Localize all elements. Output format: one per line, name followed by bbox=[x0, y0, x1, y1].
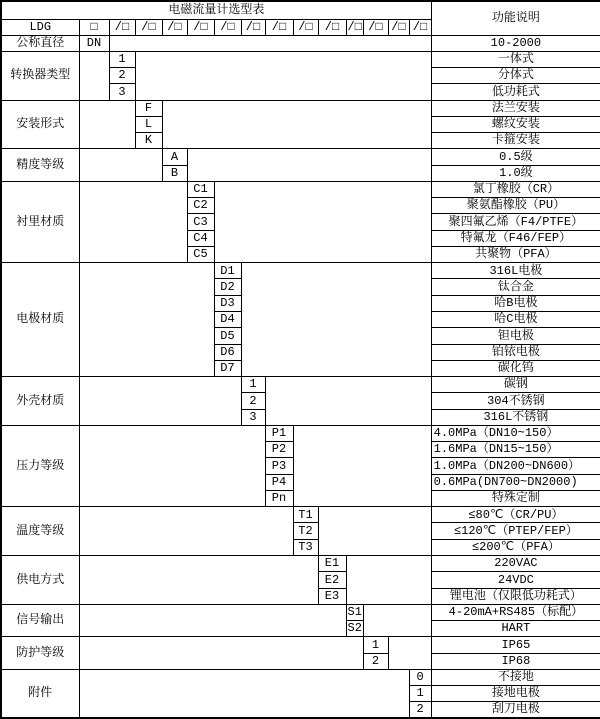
code-cell: B bbox=[162, 165, 187, 181]
desc-cell: 铂铱电极 bbox=[431, 344, 600, 360]
section-label: 附件 bbox=[1, 669, 79, 718]
section-label: 外壳材质 bbox=[1, 377, 79, 426]
desc-cell: 低功耗式 bbox=[431, 84, 600, 100]
desc-cell: 304不锈钢 bbox=[431, 393, 600, 409]
desc-cell: 卡箍安装 bbox=[431, 133, 600, 149]
desc-cell: 0.6MPa(DN700~DN2000) bbox=[431, 474, 600, 490]
code-cell: C2 bbox=[187, 198, 214, 214]
empty-cell bbox=[318, 507, 431, 556]
code-cell: C3 bbox=[187, 214, 214, 230]
empty-cell bbox=[388, 637, 431, 670]
desc-cell: 1.0MPa（DN200~DN600） bbox=[431, 458, 600, 474]
empty-cell bbox=[79, 263, 214, 377]
desc-cell: HART bbox=[431, 621, 600, 637]
desc-cell: 220VAC bbox=[431, 556, 600, 572]
model-prefix: LDG bbox=[1, 19, 79, 35]
empty-cell bbox=[363, 604, 431, 637]
desc-cell: 1.0级 bbox=[431, 165, 600, 181]
code-cell: D2 bbox=[214, 279, 241, 295]
code-cell: S2 bbox=[347, 621, 362, 636]
model-box-slot: /□ bbox=[135, 19, 162, 35]
section-label: 电极材质 bbox=[1, 263, 79, 377]
empty-cell bbox=[293, 425, 431, 506]
code-cell: 1 bbox=[241, 377, 265, 393]
empty-cell bbox=[79, 149, 162, 182]
code-cell: E1 bbox=[318, 556, 346, 572]
code-cell: P4 bbox=[265, 474, 293, 490]
code-cell: 1 bbox=[409, 686, 431, 702]
desc-cell: 刮刀电极 bbox=[431, 702, 600, 718]
model-box-first: □ bbox=[79, 19, 109, 35]
section-label: 防护等级 bbox=[1, 637, 79, 670]
empty-cell bbox=[79, 181, 187, 262]
empty-cell bbox=[79, 556, 318, 605]
model-box-slot: /□ bbox=[214, 19, 241, 35]
code-cell: Pn bbox=[265, 490, 293, 506]
code-cell: C4 bbox=[187, 230, 214, 246]
code-cell: D1 bbox=[214, 263, 241, 279]
empty-cell bbox=[214, 181, 431, 262]
model-box-slot: /□ bbox=[409, 19, 431, 35]
code-cell: P3 bbox=[265, 458, 293, 474]
desc-cell: 碳钢 bbox=[431, 377, 600, 393]
desc-cell: 10-2000 bbox=[431, 35, 600, 51]
desc-cell: 氯丁橡胶（CR） bbox=[431, 181, 600, 197]
code-cell: A bbox=[162, 149, 187, 165]
desc-cell: 钛合金 bbox=[431, 279, 600, 295]
code-cell: 2 bbox=[363, 653, 388, 669]
code-cell: S1 bbox=[347, 605, 362, 620]
code-cell: C1 bbox=[187, 181, 214, 197]
empty-cell bbox=[265, 377, 431, 426]
desc-cell: ≤200℃（PFA） bbox=[431, 539, 600, 555]
code-cell: E2 bbox=[318, 572, 346, 588]
model-box-slot: /□ bbox=[293, 19, 318, 35]
empty-cell bbox=[79, 100, 135, 149]
code-cell: D3 bbox=[214, 295, 241, 311]
desc-cell: 碳化钨 bbox=[431, 360, 600, 376]
code-cell: L bbox=[135, 116, 162, 132]
function-column-header: 功能说明 bbox=[431, 1, 600, 35]
model-box-slot: /□ bbox=[347, 19, 362, 34]
section-label: 供电方式 bbox=[1, 556, 79, 605]
empty-cell bbox=[79, 637, 363, 670]
desc-cell: 法兰安装 bbox=[431, 100, 600, 116]
empty-cell bbox=[162, 100, 431, 149]
code-cell: P1 bbox=[265, 425, 293, 441]
empty-cell bbox=[79, 669, 409, 718]
code-cell: F bbox=[135, 100, 162, 116]
desc-cell: 分体式 bbox=[431, 68, 600, 84]
desc-cell: 哈C电极 bbox=[431, 312, 600, 328]
code-cell: 2 bbox=[241, 393, 265, 409]
code-cell: DN bbox=[79, 35, 109, 51]
code-cell: T3 bbox=[293, 539, 318, 555]
desc-cell: 聚氨酯橡胶（PU） bbox=[431, 198, 600, 214]
code-cell: D7 bbox=[214, 360, 241, 376]
empty-cell bbox=[79, 507, 293, 556]
desc-cell: 4.0MPa（DN10~150） bbox=[431, 425, 600, 441]
empty-cell bbox=[79, 604, 346, 637]
model-box-slot: /□ bbox=[109, 19, 135, 35]
desc-cell: 不接地 bbox=[431, 669, 600, 685]
model-box-slot: /□ bbox=[318, 19, 346, 35]
empty-cell bbox=[79, 377, 241, 426]
code-cell: D4 bbox=[214, 312, 241, 328]
empty-cell bbox=[346, 556, 431, 605]
desc-cell: 共聚物（PFA） bbox=[431, 246, 600, 262]
section-label: 公称直径 bbox=[1, 35, 79, 51]
section-label: 压力等级 bbox=[1, 425, 79, 506]
desc-cell: 锂电池（仅限低功耗式） bbox=[431, 588, 600, 604]
desc-cell: ≤120℃（PTEP/FEP） bbox=[431, 523, 600, 539]
desc-cell: 哈B电极 bbox=[431, 295, 600, 311]
desc-cell: 特氟龙（F46/FEP） bbox=[431, 230, 600, 246]
desc-cell: 钽电极 bbox=[431, 328, 600, 344]
code-cell: D6 bbox=[214, 344, 241, 360]
code-cell: K bbox=[135, 133, 162, 149]
code-cell: 3 bbox=[241, 409, 265, 425]
model-box-slot: /□ bbox=[241, 19, 265, 35]
desc-cell: 1.6MPa（DN15~150） bbox=[431, 442, 600, 458]
empty-cell bbox=[109, 35, 431, 51]
model-box-slot: /□ bbox=[265, 19, 293, 35]
section-label: 信号输出 bbox=[1, 604, 79, 637]
model-box-slot: /□ bbox=[187, 19, 214, 35]
desc-cell: ≤80℃（CR/PU） bbox=[431, 507, 600, 523]
code-cell: 0 bbox=[409, 669, 431, 685]
desc-cell: 316L不锈钢 bbox=[431, 409, 600, 425]
section-label: 衬里材质 bbox=[1, 181, 79, 262]
desc-cell: 特殊定制 bbox=[431, 490, 600, 506]
code-cell: D5 bbox=[214, 328, 241, 344]
desc-cell: IP65 bbox=[431, 637, 600, 653]
section-label: 安装形式 bbox=[1, 100, 79, 149]
desc-cell: 一体式 bbox=[431, 51, 600, 67]
empty-cell bbox=[187, 149, 431, 182]
section-label: 转换器类型 bbox=[1, 51, 79, 100]
model-box-slot: /□ bbox=[162, 19, 187, 35]
empty-cell bbox=[135, 51, 431, 100]
desc-cell: 聚四氟乙烯（F4/PTFE） bbox=[431, 214, 600, 230]
table-title: 电磁流量计选型表 bbox=[1, 1, 431, 19]
section-label: 精度等级 bbox=[1, 149, 79, 182]
desc-cell: 316L电极 bbox=[431, 263, 600, 279]
code-cell: E3 bbox=[318, 588, 346, 604]
desc-cell: 接地电极 bbox=[431, 686, 600, 702]
desc-cell: 0.5级 bbox=[431, 149, 600, 165]
desc-cell: 4-20mA+RS485（标配） bbox=[431, 604, 600, 620]
code-cell: T1 bbox=[293, 507, 318, 523]
empty-cell bbox=[241, 263, 431, 377]
code-cell: P2 bbox=[265, 442, 293, 458]
code-cell: C5 bbox=[187, 246, 214, 262]
empty-cell bbox=[79, 51, 109, 100]
desc-cell: 螺纹安装 bbox=[431, 116, 600, 132]
model-box-slot: /□ bbox=[363, 19, 388, 35]
code-cell: 1 bbox=[363, 637, 388, 653]
model-box-slot: /□ bbox=[388, 19, 409, 35]
desc-cell: 24VDC bbox=[431, 572, 600, 588]
code-cell: 1 bbox=[109, 51, 135, 67]
section-label: 温度等级 bbox=[1, 507, 79, 556]
empty-cell bbox=[79, 425, 265, 506]
code-cell: 2 bbox=[409, 702, 431, 718]
code-cell: 3 bbox=[109, 84, 135, 100]
desc-cell: IP68 bbox=[431, 653, 600, 669]
code-cell: T2 bbox=[293, 523, 318, 539]
code-cell: 2 bbox=[109, 68, 135, 84]
